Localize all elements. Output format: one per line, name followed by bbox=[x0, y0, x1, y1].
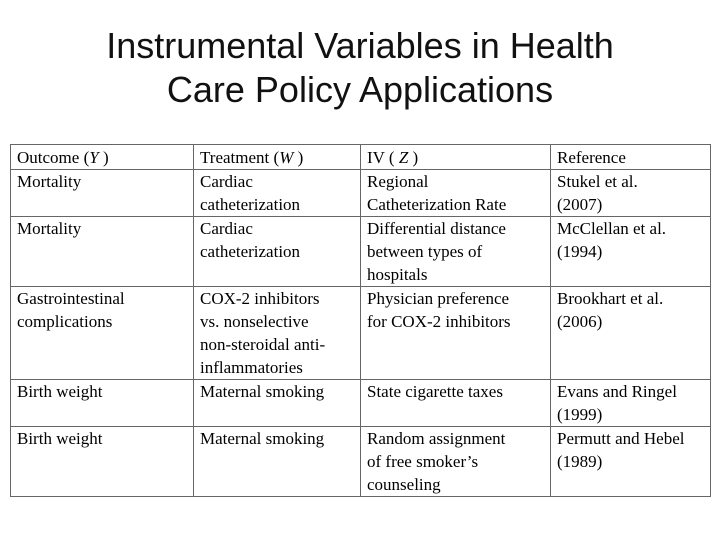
cell-reference-line: (1994) bbox=[557, 242, 603, 261]
header-treatment: Treatment (W ) bbox=[194, 145, 361, 170]
header-reference-label: Reference bbox=[557, 148, 626, 167]
table-body bbox=[11, 170, 711, 497]
cell-iv-line: for COX-2 inhibitors bbox=[367, 312, 511, 331]
cell-iv bbox=[361, 170, 551, 217]
header-iv-symbol: Z bbox=[398, 148, 409, 167]
cell-iv bbox=[361, 287, 551, 380]
cell-treatment-line: vs. nonselective bbox=[200, 312, 309, 331]
cell-iv-line: hospitals bbox=[367, 265, 428, 284]
cell-treatment-line: Cardiac bbox=[200, 219, 253, 238]
cell-treatment bbox=[194, 380, 361, 427]
cell-reference bbox=[551, 427, 711, 497]
cell-treatment bbox=[194, 170, 361, 217]
table-header-row bbox=[11, 145, 711, 170]
cell-outcome-line: Gastrointestinal bbox=[17, 289, 125, 308]
cell-reference bbox=[551, 217, 711, 287]
cell-iv-line: Catheterization Rate bbox=[367, 195, 507, 214]
cell-outcome-line: Birth weight bbox=[17, 429, 103, 448]
cell-iv-line: between types of bbox=[367, 242, 483, 261]
header-outcome: Outcome (Y ) bbox=[11, 145, 194, 170]
table-row bbox=[11, 217, 711, 287]
header-treatment-label: Treatment bbox=[200, 148, 270, 167]
cell-reference-line: (2007) bbox=[557, 195, 603, 214]
cell-reference-line: (1999) bbox=[557, 405, 603, 424]
cell-outcome bbox=[11, 287, 194, 380]
cell-reference-line: (1989) bbox=[557, 452, 603, 471]
cell-reference bbox=[551, 287, 711, 380]
cell-treatment-line: Maternal smoking bbox=[200, 382, 325, 401]
cell-reference bbox=[551, 170, 711, 217]
cell-treatment bbox=[194, 427, 361, 497]
header-outcome-symbol: Y bbox=[89, 148, 99, 167]
cell-treatment-line: Maternal smoking bbox=[200, 429, 325, 448]
cell-iv-line: of free smoker’s bbox=[367, 452, 479, 471]
cell-iv bbox=[361, 380, 551, 427]
header-outcome-label: Outcome bbox=[17, 148, 80, 167]
cell-treatment-line: non-steroidal anti- bbox=[200, 335, 326, 354]
table-row bbox=[11, 380, 711, 427]
cell-treatment-line: catheterization bbox=[200, 242, 301, 261]
cell-iv-line: Regional bbox=[367, 172, 429, 191]
cell-treatment-line: catheterization bbox=[200, 195, 301, 214]
cell-outcome-line: complications bbox=[17, 312, 113, 331]
header-iv-label: IV bbox=[367, 148, 385, 167]
cell-treatment bbox=[194, 287, 361, 380]
slide-title bbox=[0, 24, 720, 112]
table-row bbox=[11, 170, 711, 217]
header-reference bbox=[551, 145, 711, 170]
cell-outcome bbox=[11, 170, 194, 217]
cell-reference-line: Permutt and Hebel bbox=[557, 429, 685, 448]
cell-treatment bbox=[194, 217, 361, 287]
table-row bbox=[11, 427, 711, 497]
cell-reference-line: Evans and Ringel bbox=[557, 382, 677, 401]
cell-outcome-line: Mortality bbox=[17, 219, 82, 238]
title-line-2: Care Policy Applications bbox=[166, 69, 554, 110]
title-line-1: Instrumental Variables in Health bbox=[106, 25, 614, 66]
cell-outcome-line: Mortality bbox=[17, 172, 82, 191]
cell-outcome bbox=[11, 217, 194, 287]
table-row bbox=[11, 287, 711, 380]
cell-outcome bbox=[11, 427, 194, 497]
cell-iv-line: State cigarette taxes bbox=[367, 382, 503, 401]
cell-treatment-line: Cardiac bbox=[200, 172, 253, 191]
cell-iv-line: Physician preference bbox=[367, 289, 510, 308]
cell-treatment-line: COX-2 inhibitors bbox=[200, 289, 320, 308]
cell-outcome-line: Birth weight bbox=[17, 382, 103, 401]
cell-reference-line: Stukel et al. bbox=[557, 172, 638, 191]
cell-reference-line: McClellan et al. bbox=[557, 219, 667, 238]
cell-outcome bbox=[11, 380, 194, 427]
cell-reference bbox=[551, 380, 711, 427]
cell-iv bbox=[361, 427, 551, 497]
iv-applications-table bbox=[10, 144, 711, 497]
header-treatment-symbol: W bbox=[279, 148, 294, 167]
cell-treatment-line: inflammatories bbox=[200, 358, 303, 377]
cell-iv-line: Differential distance bbox=[367, 219, 506, 238]
cell-reference-line: Brookhart et al. bbox=[557, 289, 664, 308]
cell-iv-line: counseling bbox=[367, 475, 441, 494]
cell-iv bbox=[361, 217, 551, 287]
cell-iv-line: Random assignment bbox=[367, 429, 506, 448]
cell-reference-line: (2006) bbox=[557, 312, 603, 331]
header-iv: IV ( Z ) bbox=[361, 145, 551, 170]
